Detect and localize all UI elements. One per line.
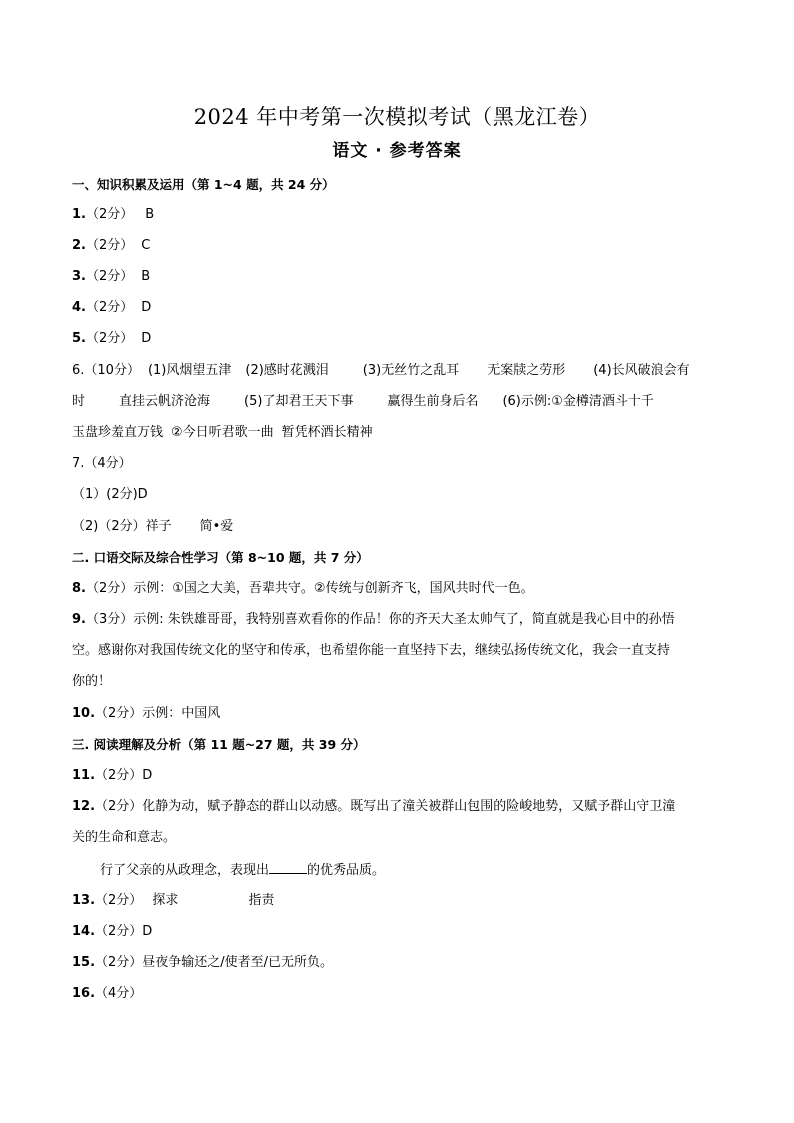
section-heading-1: 一、知识积累及运用（第 1~4 题，共 24 分） xyxy=(72,177,335,192)
answer-q12-line2: 关的生命和意志。 xyxy=(72,830,177,845)
answer-text: 行了父亲的从政理念，表现出 xyxy=(100,863,270,878)
answer-text: （4分） xyxy=(95,986,143,1001)
answer-part: 简•爱 xyxy=(199,519,234,534)
answer-q1 xyxy=(72,206,154,224)
answer-part: (5)了却君王天下事 xyxy=(244,394,354,409)
answer-part: 探求 xyxy=(152,893,179,908)
answer-q6-line3 xyxy=(72,424,373,442)
question-score: （2分） xyxy=(85,269,134,284)
answer-value: D xyxy=(141,300,152,315)
question-number: 1. xyxy=(72,207,86,222)
question-number: 13. xyxy=(72,893,96,908)
answer-text: （2分）D xyxy=(95,924,153,939)
question-number: 15. xyxy=(72,955,96,970)
answer-text: （2分）示例：①国之大美，吾辈共守。②传统与创新齐飞，国风共时代一色。 xyxy=(85,581,534,596)
question-number: 11. xyxy=(72,768,96,783)
question-number: 10. xyxy=(72,706,96,721)
answer-part: 无案牍之劳形 xyxy=(487,363,566,378)
question-number: 16. xyxy=(72,986,96,1001)
answer-text: 的优秀品质。 xyxy=(307,863,386,878)
answer-q13 xyxy=(72,892,274,910)
answer-q12-line3 xyxy=(100,861,385,880)
answer-q7-sub2 xyxy=(72,518,233,536)
fill-in-blank xyxy=(269,861,307,874)
answer-text: （2分）昼夜争输还之/使者至/已无所负。 xyxy=(95,955,334,970)
answer-q7-sub1: （1）(2分)D xyxy=(72,487,148,502)
question-score: （2分） xyxy=(95,893,143,908)
answer-text: （3分）示例: 朱铁雄哥哥，我特别喜欢看你的作品！你的齐天大圣太帅气了，简直就是我心目中的孙悟 xyxy=(85,612,675,627)
question-number: 8. xyxy=(72,581,86,596)
question-number: 4. xyxy=(72,300,86,315)
answer-q16 xyxy=(72,985,142,1003)
question-score: （2分） xyxy=(85,238,134,253)
answer-q10 xyxy=(72,705,220,723)
answer-text: （2分）化静为动，赋予静态的群山以动感。既写出了潼关被群山包围的险峻地势，又赋予群山守卫潼 xyxy=(95,799,676,814)
answer-q8 xyxy=(72,580,534,598)
answer-q2 xyxy=(72,237,150,255)
answer-part: (3)无丝竹之乱耳 xyxy=(362,363,460,378)
answer-value: B xyxy=(141,269,151,284)
answer-value: C xyxy=(141,238,151,253)
answer-part: (1)风烟望五津 xyxy=(147,363,232,378)
section-heading-2: 二. 口语交际及综合性学习（第 8~10 题，共 7 分） xyxy=(72,550,369,565)
question-number: 2. xyxy=(72,238,86,253)
answer-value: B xyxy=(145,207,155,222)
answer-q5 xyxy=(72,330,151,348)
answer-part: (4)长风破浪会有 xyxy=(593,363,690,378)
answer-q12-line1 xyxy=(72,798,675,816)
answer-q15 xyxy=(72,954,333,972)
answer-text: （2分）示例：中国风 xyxy=(95,706,221,721)
answer-part: ②今日听君歌一曲 xyxy=(171,425,274,440)
page-title: 2024 年中考第一次模拟考试（黑龙江卷） xyxy=(193,105,601,129)
answer-q4 xyxy=(72,299,151,317)
page-subtitle: 语文 · 参考答案 xyxy=(332,141,462,161)
question-number: 9. xyxy=(72,612,86,627)
answer-q9-line3: 你的！ xyxy=(72,674,112,689)
answer-part: 直挂云帆济沧海 xyxy=(119,394,211,409)
answer-q11 xyxy=(72,767,152,785)
question-head: 6.（10分） xyxy=(72,363,140,378)
question-number: 3. xyxy=(72,269,86,284)
answer-part: 时 xyxy=(72,394,86,409)
question-number: 12. xyxy=(72,799,96,814)
answer-value: D xyxy=(141,331,152,346)
answer-q14 xyxy=(72,923,152,941)
question-score: （2分） xyxy=(85,300,134,315)
answer-q9-line2: 空。感谢你对我国传统文化的坚守和传承，也希望你能一直坚持下去，继续弘扬传统文化，我会一直支持 xyxy=(72,643,671,658)
answer-text: （2分）D xyxy=(95,768,153,783)
answer-part: (6)示例:①金樽清酒斗十千 xyxy=(502,394,654,409)
answer-part: 玉盘珍羞直万钱 xyxy=(72,425,164,440)
question-number: 14. xyxy=(72,924,96,939)
question-number: 5. xyxy=(72,331,86,346)
answer-part: 暂凭杯酒长精神 xyxy=(281,425,373,440)
answer-part: (2)感时花溅泪 xyxy=(245,363,329,378)
answer-part: 指责 xyxy=(248,893,275,908)
section-heading-3: 三. 阅读理解及分析（第 11 题~27 题，共 39 分） xyxy=(72,737,366,752)
answer-q6-line2 xyxy=(72,393,654,411)
answer-q6-line1 xyxy=(72,362,690,380)
answer-q3 xyxy=(72,268,150,286)
answer-part: （2)（2分）祥子 xyxy=(72,519,172,534)
answer-q9-line1 xyxy=(72,611,675,629)
answer-q7-head: 7.（4分） xyxy=(72,456,132,471)
question-score: （2分） xyxy=(85,331,134,346)
answer-part: 赢得生前身后名 xyxy=(387,394,479,409)
question-score: （2分） xyxy=(85,207,134,222)
